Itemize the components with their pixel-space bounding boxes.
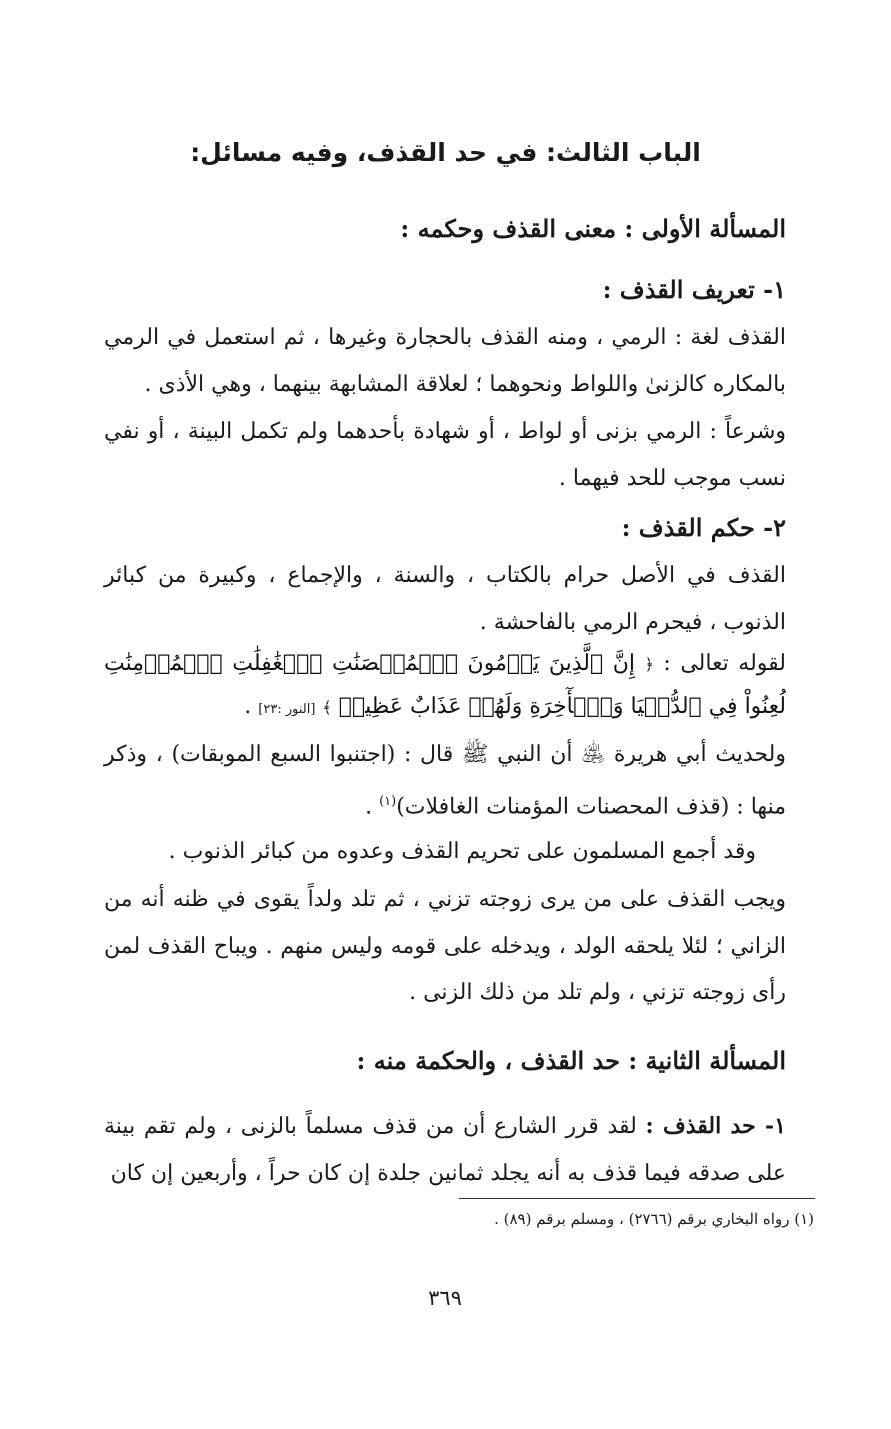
legal-definition-paragraph: وشرعاً : الرمي بزنى أو لواط ، أو شهادة بأحدهما ولم تكمل البينة ، أو نفي نسب موجب للحد فيهما . <box>104 419 786 491</box>
quran-close-bracket: ﴾ <box>322 698 332 717</box>
consensus-paragraph: وقد أجمع المسلمون على تحريم القذف وعدوه من كبائر الذنوب . <box>168 839 756 864</box>
issue-one-heading: المسألة الأولى : معنى القذف وحكمه : <box>400 214 786 243</box>
hadith-end: . <box>365 793 380 819</box>
footnote: (١) رواه البخاري برقم (٢٧٦٦) ، ومسلم برقم (٨٩) . <box>494 1210 814 1228</box>
quran-intro: لقوله تعالى : <box>663 651 787 676</box>
quran-end: . <box>244 694 259 719</box>
obligation-paragraph: ويجب القذف على من يرى زوجته تزني ، ثم تلد ولداً يقوى في ظنه أنه من الزاني ؛ لئلا يلحقه الولد ، ويدخله على قومه وليس منهم . ويباح القذف لمن رأى زوجته تزني ، ولم تلد من ذلك الزنى . <box>104 887 786 1005</box>
linguistic-definition-paragraph: القذف لغة : الرمي ، ومنه القذف بالحجارة وغيرها ، ثم استعمل في الرمي بالمكاره كالزنىٰ واللواط ونحوهما ؛ لعلاقة المشابهة بينهما ، وهي الأذى . <box>104 325 786 397</box>
footnote-marker: (١) <box>379 793 397 809</box>
punishment-lead: ١- حد القذف : <box>645 1113 786 1139</box>
hadith-line-one: ولحديث أبي هريرة ﵁ أن النبي ﷺ قال : (اجتنبوا السبع الموبقات) ، <box>155 742 787 767</box>
definition-subheading: ١- تعريف القذف : <box>602 275 786 304</box>
page-number: ٣٦٩ <box>428 1286 462 1310</box>
punishment-paragraph <box>104 1103 786 1197</box>
hadith-line-two: وذكر منها : (قذف المحصنات المؤمنات الغافلات) <box>104 742 786 819</box>
quran-open-bracket: ﴿ <box>644 655 654 674</box>
issue-two-heading: المسألة الثانية : حد القذف ، والحكمة منه : <box>356 1046 786 1075</box>
footnote-separator <box>459 1198 815 1199</box>
quran-reference: [النور :٢٣] <box>258 702 316 717</box>
punishment-text: لقد قرر الشارع أن من قذف مسلماً بالزنى ، ولم تقم بينة على صدقه فيما قذف به أنه يجلد ثمانين جلدة إن كان حراً ، وأربعين إن كان <box>104 1114 786 1186</box>
hadith-paragraph <box>104 732 786 830</box>
chapter-title: الباب الثالث: في حد القذف، وفيه مسائل: <box>190 138 701 167</box>
quran-verse: إِنَّ ٱلَّذِينَ يَرۡمُونَ ٱلۡمُحۡصَنَٰتِ ٱلۡغَٰفِلَٰتِ ٱلۡمُؤۡمِنَٰتِ لُعِنُواْ فِي ٱلدُّنۡيَا وَٱلۡأٓخِرَةِ وَلَهُمۡ عَذَابٌ عَظِيمٞ <box>104 651 786 719</box>
ruling-paragraph: القذف في الأصل حرام بالكتاب ، والسنة ، والإجماع ، وكبيرة من كبائر الذنوب ، فيحرم الرمي بالفاحشة . <box>104 563 786 635</box>
ruling-subheading: ٢- حكم القذف : <box>621 513 786 542</box>
quran-citation <box>104 643 786 731</box>
